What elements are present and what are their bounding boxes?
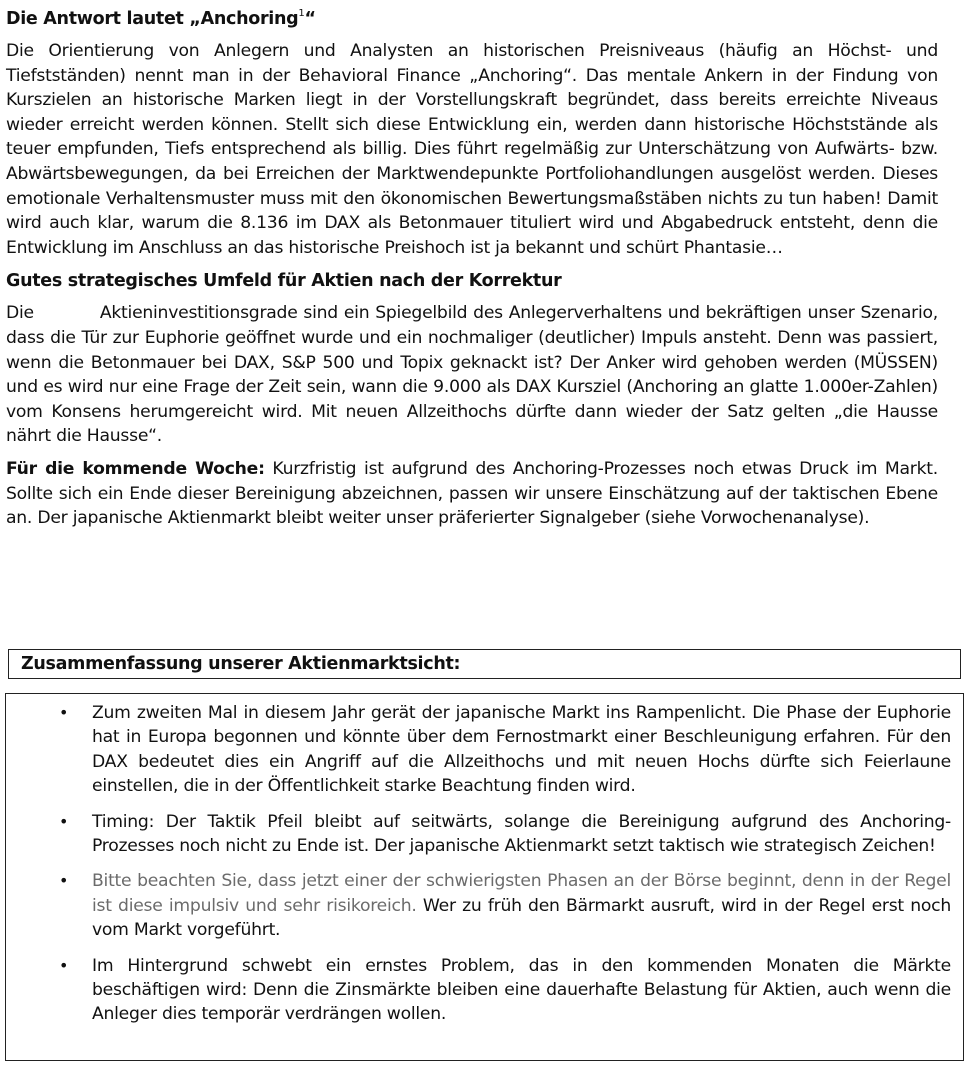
list-item-text: Zum zweiten Mal in diesem Jahr gerät der japanische Markt ins Rampenlicht. Die Phase der Euphorie hat in Europa begonnen und könnte über dem Fernostmarkt einer Beschleunigung erfahren. Für den DAX bedeutet dies ein Angriff auf die Allzeithochs und mit neuen Hochs dürfte sich Feierlaune einstellen, die in der Öffentlichkeit starke Beachtung finden wird. [92, 703, 951, 797]
heading-text: Die Antwort lautet „Anchoring [6, 9, 299, 29]
summary-list [6, 694, 963, 1027]
summary-heading: Zusammenfassung unserer Aktienmarktsicht: [21, 654, 461, 674]
footnote-marker[interactable]: 1 [298, 8, 305, 19]
summary-heading-box [8, 649, 961, 679]
list-item [6, 869, 951, 942]
paragraph-next-week [6, 457, 938, 531]
list-item-text: Im Hintergrund schwebt ein ernstes Problem, das in den kommenden Monaten die Märkte beschäftigen wird: Denn die Zinsmärkte bleiben eine dauerhafte Belastung für Aktien, auch wenn die Anleger dies temporär verdrängen wollen. [92, 955, 951, 1025]
list-item [6, 810, 951, 859]
next-week-lead: Für die kommende Woche: [6, 458, 265, 479]
paragraph-strategic [6, 301, 938, 449]
section-heading-strategic: Gutes strategisches Umfeld für Aktien nach der Korrektur [6, 271, 562, 292]
bullet-icon: • [59, 955, 69, 975]
muted-text: Bitte beachten Sie, dass jetzt einer der schwierigsten Phasen an der Börse beginnt, denn in der Regel ist diese impulsiv und sehr risikoreich. [92, 871, 951, 916]
next-week-text: Kurzfristig ist aufgrund des Anchoring-Prozesses noch etwas Druck im Markt. Sollte sich ein Ende dieser Bereinigung abzeichnen, passen wir unsere Einschätzung auf der taktischen Ebene an. Der japanische Aktienmarkt bleibt weiter unser präferierter Signalgeber (siehe Vorwochenanalyse). [6, 458, 938, 529]
list-item-text: Bitte beachten Sie, dass jetzt einer der schwierigsten Phasen an der Börse beginnt, denn in der Regel ist diese impulsiv und sehr risikoreich. Wer zu früh den Bärmarkt ausruft, wird in der Regel erst noch vom Markt vorgeführt. [92, 871, 951, 941]
heading-closing-quote: “ [304, 9, 316, 29]
list-item-text: Timing: Der Taktik Pfeil bleibt auf seitwärts, solange die Bereinigung aufgrund des Anchoring-Prozesses noch nicht zu Ende ist. Der japanische Aktienmarkt setzt taktisch wie strategisch Zeichen! [92, 811, 951, 857]
paragraph-anchoring: Die Orientierung von Anlegern und Analysten an historischen Preisniveaus (häufig an Höchst- und Tiefstständen) nennt man in der Behavioral Finance „Anchoring“. Das mentale Ankern in der Findung von Kurszielen an historische Marken liegt in der Vorstellungskraft begründet, dass bereits erreichte Niveaus wieder erreicht werden können. Stellt sich diese Entwicklung ein, werden dann historische Höchststände als teuer empfunden, Tiefs entsprechend als billig. Dies führt regelmäßig zur Unterschätzung von Aufwärts- bzw. Abwärtsbewegungen, da bei Erreichen der Marktwendepunkte Portfoliohandlungen ausgelöst werden. Dieses emotionale Verhaltensmuster muss mit den ökonomischen Bewertungsmaßstäben nichts zu tun haben! Damit wird auch klar, warum die 8.136 im DAX als Betonmauer tituliert wird und Abgabedruck entsteht, denn die Entwicklung im Anschluss an das historische Preishoch ist ja bekannt und schürt Phantasie… [6, 41, 938, 258]
section-heading-anchoring [6, 8, 938, 30]
document-body [6, 8, 938, 531]
bullet-icon: • [59, 811, 69, 831]
list-item [6, 954, 951, 1027]
paragraph-rest: Aktieninvestitionsgrade sind ein Spiegelbild des Anlegerverhaltens und bekräftigen unser Szenario, dass die Tür zur Euphorie geöffnet wurde und ein nochmaliger (deutlicher) Impuls ansteht. Denn was passiert, wenn die Betonmauer bei DAX, S&P 500 und Topix geknackt ist? Der Anker wird gehoben werden (MÜSSEN) und es wird nur eine Frage der Zeit sein, wann die 9.000 als DAX Kursziel (Anchoring an glatte 1.000er-Zahlen) vom Konsens herumgereicht wird. Mit neuen Allzeithochs dürfte dann wieder der Satz gelten „die Hausse nährt die Hausse“. [6, 303, 938, 447]
bullet-icon: • [59, 703, 69, 722]
list-item [6, 701, 951, 799]
paragraph-start-word: Die [6, 303, 34, 324]
summary-list-box [5, 693, 964, 1061]
bullet-icon: • [59, 871, 69, 891]
